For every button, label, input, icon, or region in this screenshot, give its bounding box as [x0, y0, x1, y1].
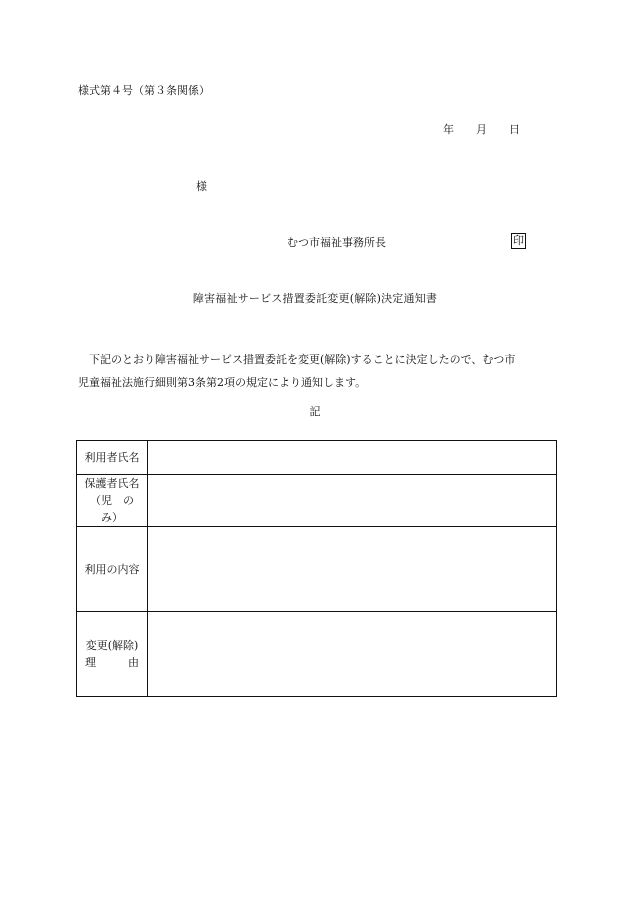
date-year: 年: [443, 123, 454, 136]
usage-content-label: 利用の内容: [77, 527, 148, 612]
guardian-label-line2: （児 の み）: [90, 494, 145, 524]
body-line-2: 児童福祉法施行細則第3条第2項の規定により通知します。: [78, 376, 367, 389]
ki-heading: 記: [309, 405, 321, 418]
guardian-label-line1: 保護者氏名: [84, 477, 140, 490]
table-row: [77, 527, 557, 612]
date-line: [443, 123, 520, 136]
document-title: 障害福祉サービス措置委託変更(解除)決定通知書: [192, 292, 438, 305]
notice-table: [76, 440, 557, 697]
reason-label: [77, 612, 148, 697]
user-name-field[interactable]: [148, 441, 557, 475]
reason-label-line1: 変更(解除): [85, 639, 139, 652]
date-day: 日: [509, 123, 520, 136]
seal-mark: 印: [513, 234, 524, 247]
body-paragraph: [78, 348, 558, 394]
guardian-name-label: [77, 475, 148, 527]
table-row: [77, 612, 557, 697]
body-line-1: 下記のとおり障害福祉サービス措置委託を変更(解除)することに決定したので、むつ市: [89, 353, 516, 366]
sender-name: むつ市福祉事務所長: [287, 236, 386, 249]
date-month: 月: [476, 123, 487, 136]
table-row: [77, 475, 557, 527]
guardian-name-field[interactable]: [148, 475, 557, 527]
recipient-suffix: 様: [196, 180, 207, 193]
user-name-label: 利用者氏名: [77, 441, 148, 475]
reason-label-line2: 理 由: [85, 656, 139, 669]
table-row: [77, 441, 557, 475]
usage-content-field[interactable]: [148, 527, 557, 612]
reason-field[interactable]: [148, 612, 557, 697]
form-number: 様式第４号（第３条関係）: [78, 84, 210, 97]
